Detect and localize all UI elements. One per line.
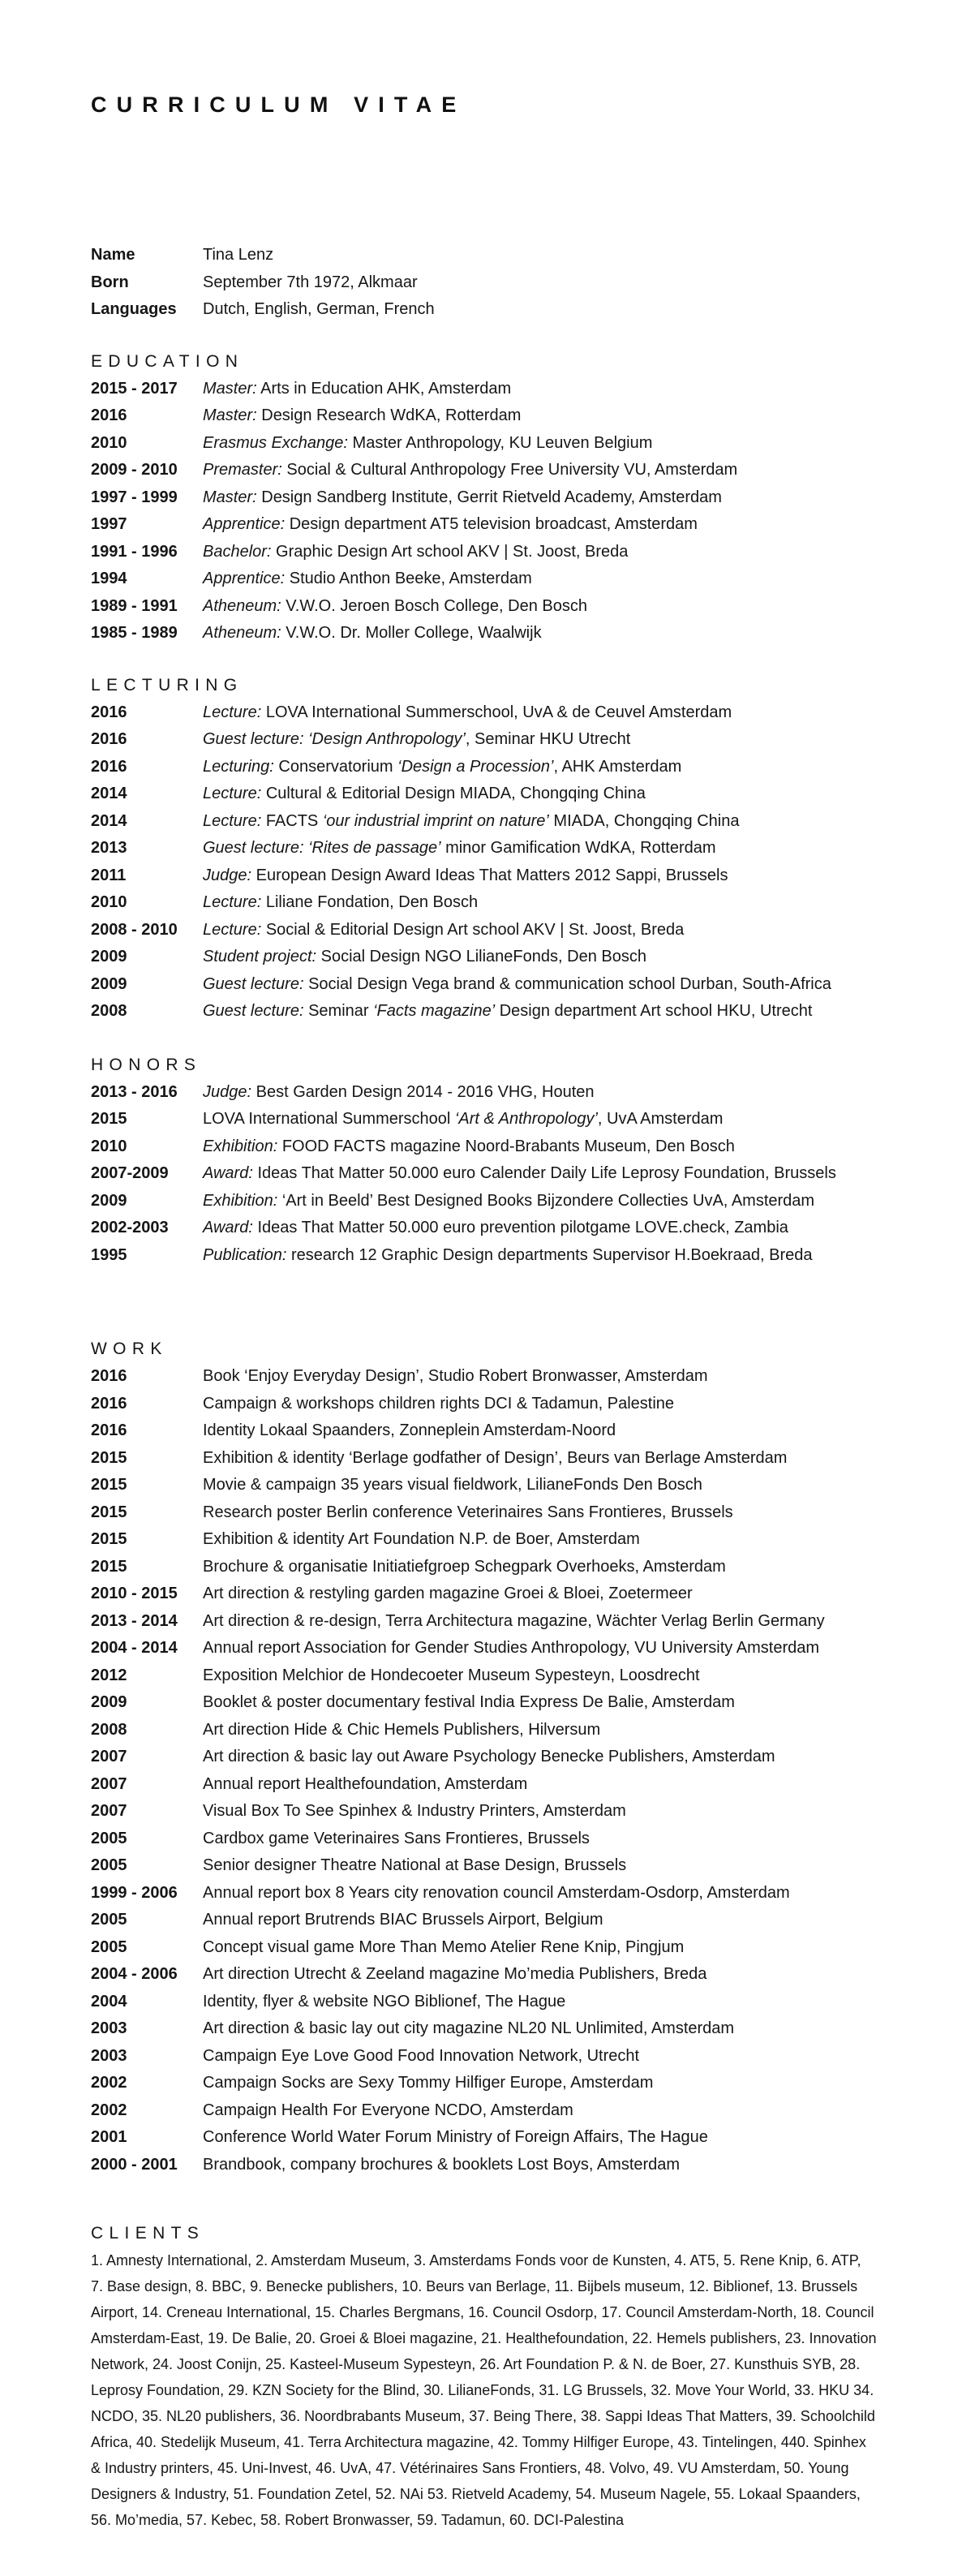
clients-line: & Industry printers, 45. Uni-Invest, 46. UvA, 47. Vétérinaires Sans Frontiers, 48. Volvo, 49. VU Amsterdam, 50. Young (91, 2460, 849, 2476)
profile-label: Born (91, 273, 129, 291)
entry-year: 2014 (91, 785, 127, 802)
entry-year: 2014 (91, 811, 127, 830)
work-entry (91, 2124, 917, 2152)
entry-description: Exhibition & identity ‘Berlage godfather of Design’, Beurs van Berlage Amsterdam (203, 1448, 788, 1467)
lecturing-heading: LECTURING (91, 675, 243, 695)
lecturing-entry (91, 726, 917, 754)
entry-description: Exhibition: ‘Art in Beeld’ Best Designed Books Bijzondere Collecties UvA, Amsterdam (203, 1191, 815, 1210)
work-entry (91, 1499, 917, 1527)
entry-year: 2013 - 2014 (91, 1611, 178, 1630)
entry-year: 2015 (91, 1448, 127, 1467)
entry-description: Guest lecture: Seminar ‘Facts magazine’ Design department Art school HKU, Utrecht (203, 1002, 813, 1020)
entry-year: 2008 - 2010 (91, 920, 178, 939)
honors-entry (91, 1188, 917, 1215)
entry-year: 2005 (91, 1856, 127, 1874)
entry-year: 2012 (91, 1666, 127, 1684)
education-entry (91, 457, 917, 484)
entry-description: Lecture: LOVA International Summerschool, UvA & de Ceuvel Amsterdam (203, 703, 732, 721)
entry-year: 2016 (91, 757, 127, 776)
entry-year: 2013 (91, 839, 127, 857)
work-entry (91, 1689, 917, 1717)
entry-description: Guest lecture: ‘Design Anthropology’, Seminar HKU Utrecht (203, 730, 631, 748)
entry-description: Annual report Brutrends BIAC Brussels Airport, Belgium (203, 1911, 603, 1929)
entry-description: Campaign Socks are Sexy Tommy Hilfiger Europe, Amsterdam (203, 2074, 654, 2092)
entry-description: Apprentice: Studio Anthon Beeke, Amsterdam (203, 570, 532, 587)
entry-description: Master: Arts in Education AHK, Amsterdam (203, 379, 512, 398)
work-entry (91, 1472, 917, 1499)
education-entry (91, 620, 917, 647)
education-entry (91, 539, 917, 566)
honors-entry (91, 1215, 917, 1242)
entry-year: 1991 - 1996 (91, 542, 178, 561)
work-entry (91, 1635, 917, 1662)
clients-line: NCDO, 35. NL20 publishers, 36. Noordbrabants Museum, 37. Being There, 38. Sappi Ideas That Matters, 39. Schoolchild (91, 2408, 875, 2424)
entry-description: Art direction Hide & Chic Hemels Publishers, Hilversum (203, 1720, 601, 1739)
entry-year: 2016 (91, 406, 127, 424)
section-clients (91, 2220, 917, 2533)
entry-year: 1994 (91, 570, 127, 587)
entry-year: 2009 (91, 974, 127, 993)
entry-description: Lecture: FACTS ‘our industrial imprint on nature’ MIADA, Chongqing China (203, 811, 740, 830)
work-entry (91, 1880, 917, 1907)
lecturing-entry (91, 944, 917, 971)
entry-description: Bachelor: Graphic Design Art school AKV | St. Joost, Breda (203, 542, 629, 561)
work-entry (91, 1717, 917, 1744)
entry-description: Campaign Health For Everyone NCDO, Amsterdam (203, 2101, 573, 2119)
entry-description: Lecture: Social & Editorial Design Art school AKV | St. Joost, Breda (203, 920, 685, 939)
work-entry (91, 1744, 917, 1771)
entry-description: Conference World Water Forum Ministry of Foreign Affairs, The Hague (203, 2128, 708, 2146)
entry-year: 2015 (91, 1476, 127, 1494)
entry-year: 2008 (91, 1002, 127, 1020)
profile-row (91, 269, 917, 297)
entry-description: Research poster Berlin conference Veterinaires Sans Frontieres, Brussels (203, 1503, 733, 1521)
work-entry (91, 2097, 917, 2125)
entry-description: Lecture: Cultural & Editorial Design MIADA, Chongqing China (203, 785, 646, 802)
entry-year: 1989 - 1991 (91, 596, 178, 615)
clients-line: 56. Mo’media, 57. Kebec, 58. Robert Bronwasser, 59. Tadamun, 60. DCI-Palestina (91, 2512, 625, 2528)
entry-description: Identity, flyer & website NGO Biblionef, The Hague (203, 1992, 566, 2010)
entry-description: Atheneum: V.W.O. Dr. Moller College, Waalwijk (203, 624, 542, 642)
lecturing-entry (91, 971, 917, 999)
entry-year: 2005 (91, 1829, 127, 1847)
entry-year: 2011 (91, 866, 127, 884)
work-entry (91, 1608, 917, 1636)
entry-year: 2015 (91, 1110, 127, 1128)
entry-description: Atheneum: V.W.O. Jeroen Bosch College, Den Bosch (203, 596, 587, 615)
entry-year: 2015 (91, 1557, 127, 1576)
work-entry (91, 1961, 917, 1989)
entry-description: Art direction Utrecht & Zeeland magazine Mo’media Publishers, Breda (203, 1965, 707, 1983)
entry-description: Lecturing: Conservatorium ‘Design a Procession’, AHK Amsterdam (203, 757, 682, 776)
entry-description: Lecture: Liliane Fondation, Den Bosch (203, 893, 479, 911)
entry-year: 2007 (91, 1802, 127, 1820)
entry-year: 2001 (91, 2128, 127, 2146)
entry-description: Book ‘Enjoy Everyday Design’, Studio Robert Bronwasser, Amsterdam (203, 1367, 708, 1385)
section-work (91, 1335, 917, 2178)
work-entry (91, 1989, 917, 2016)
entry-year: 2016 (91, 1421, 127, 1439)
lecturing-entry (91, 835, 917, 862)
entry-description: Guest lecture: Social Design Vega brand & communication school Durban, South-Africa (203, 974, 831, 993)
honors-entry (91, 1079, 917, 1107)
entry-year: 2004 - 2014 (91, 1639, 178, 1657)
page-title: CURRICULUM VITAE (91, 92, 466, 117)
entry-year: 2008 (91, 1720, 127, 1739)
lecturing-entry (91, 808, 917, 836)
entry-year: 2016 (91, 730, 127, 748)
entry-description: Judge: European Design Award Ideas That Matters 2012 Sappi, Brussels (203, 866, 728, 884)
section-lecturing (91, 672, 917, 1026)
work-entry (91, 2070, 917, 2097)
clients-line: Airport, 14. Creneau International, 15. Charles Bergmans, 16. Council Osdorp, 17. Council Amsterdam-North, 18. Council (91, 2304, 874, 2320)
lecturing-entry (91, 754, 917, 781)
work-entry (91, 2043, 917, 2071)
entry-year: 2004 - 2006 (91, 1965, 178, 1983)
entry-description: LOVA International Summerschool ‘Art & Anthropology’, UvA Amsterdam (203, 1110, 724, 1128)
profile-value: Tina Lenz (203, 246, 274, 264)
entry-description: Senior designer Theatre National at Base Design, Brussels (203, 1856, 627, 1874)
education-entry (91, 566, 917, 593)
work-entry (91, 1554, 917, 1581)
entry-year: 2015 - 2017 (91, 379, 178, 398)
profile-value: September 7th 1972, Alkmaar (203, 273, 418, 291)
work-entry (91, 1580, 917, 1608)
work-entry (91, 2152, 917, 2179)
entry-description: Annual report box 8 Years city renovation council Amsterdam-Osdorp, Amsterdam (203, 1883, 790, 1902)
entry-description: Erasmus Exchange: Master Anthropology, KU Leuven Belgium (203, 433, 653, 452)
honors-entries (91, 1079, 917, 1270)
entry-year: 2016 (91, 1367, 127, 1385)
education-entry (91, 402, 917, 430)
entry-description: Exposition Melchior de Hondecoeter Museum Sypesteyn, Loosdrecht (203, 1666, 700, 1684)
entry-year: 2015 (91, 1530, 127, 1548)
lecturing-entry (91, 889, 917, 917)
lecturing-entry (91, 862, 917, 890)
clients-line: Designers & Industry, 51. Foundation Zetel, 52. NAi 53. Rietveld Academy, 54. Museum Nagele, 55. Lokaal Spaanders, (91, 2486, 861, 2502)
clients-heading: CLIENTS (91, 2224, 205, 2243)
entry-description: Campaign Eye Love Good Food Innovation Network, Utrecht (203, 2046, 640, 2065)
entry-description: Master: Design Sandberg Institute, Gerrit Rietveld Academy, Amsterdam (203, 488, 722, 506)
entry-year: 2000 - 2001 (91, 2155, 178, 2174)
entry-description: Exhibition: FOOD FACTS magazine Noord-Brabants Museum, Den Bosch (203, 1137, 735, 1155)
profile-label: Languages (91, 300, 177, 318)
profile-row (91, 242, 917, 269)
profile-value: Dutch, English, German, French (203, 300, 435, 318)
entry-year: 2015 (91, 1503, 127, 1521)
entry-year: 2002 (91, 2101, 127, 2119)
honors-heading: HONORS (91, 1055, 202, 1074)
education-entry (91, 376, 917, 403)
clients-line: Network, 24. Joost Conijn, 25. Kasteel-Museum Sypesteyn, 26. Art Foundation P. & N. de Boer, 27. Kunsthuis SYB, 28. (91, 2356, 861, 2372)
entry-description: Movie & campaign 35 years visual fieldwork, LilianeFonds Den Bosch (203, 1476, 702, 1494)
entry-description: Art direction & restyling garden magazine Groei & Bloei, Zoetermeer (203, 1585, 693, 1602)
entry-year: 2003 (91, 2019, 127, 2037)
entry-year: 2016 (91, 1394, 127, 1413)
entry-year: 2002-2003 (91, 1219, 169, 1236)
lecturing-entry (91, 781, 917, 808)
entry-description: Award: Ideas That Matter 50.000 euro Calender Daily Life Leprosy Foundation, Brussels (203, 1164, 836, 1182)
honors-entry (91, 1133, 917, 1161)
work-entry (91, 1907, 917, 1934)
work-entry (91, 1771, 917, 1799)
entry-description: Visual Box To See Spinhex & Industry Printers, Amsterdam (203, 1802, 626, 1820)
entry-year: 2002 (91, 2074, 127, 2092)
entry-description: Annual report Healthefoundation, Amsterdam (203, 1774, 528, 1793)
clients-list (91, 2247, 917, 2533)
section-education (91, 348, 917, 647)
education-entry (91, 511, 917, 539)
work-entry (91, 1852, 917, 1880)
entry-year: 2003 (91, 2046, 127, 2065)
clients-line: Leprosy Foundation, 29. KZN Society for the Blind, 30. LilianeFonds, 31. LG Brussels, 32. Move Your World, 33. HKU 34. (91, 2382, 874, 2398)
entry-description: Concept visual game More Than Memo Atelier Rene Knip, Pingjum (203, 1937, 685, 1956)
entry-description: Exhibition & identity Art Foundation N.P. de Boer, Amsterdam (203, 1530, 640, 1548)
education-entry (91, 593, 917, 621)
entry-description: Master: Design Research WdKA, Rotterdam (203, 406, 522, 424)
entry-description: Booklet & poster documentary festival India Express De Balie, Amsterdam (203, 1693, 735, 1711)
entry-description: Guest lecture: ‘Rites de passage’ minor Gamification WdKA, Rotterdam (203, 839, 716, 857)
work-entry (91, 1445, 917, 1473)
work-entry (91, 1798, 917, 1826)
entry-year: 1995 (91, 1245, 127, 1264)
entry-year: 2009 (91, 948, 127, 965)
profile-row (91, 296, 917, 324)
entry-description: Identity Lokaal Spaanders, Zonneplein Amsterdam-Noord (203, 1421, 616, 1439)
lecturing-entry (91, 917, 917, 944)
entry-year: 2007 (91, 1748, 127, 1765)
entry-year: 2009 (91, 1693, 127, 1711)
lecturing-entry (91, 699, 917, 727)
work-entry (91, 1391, 917, 1418)
honors-entry (91, 1106, 917, 1133)
entry-year: 2009 (91, 1191, 127, 1210)
entry-description: Campaign & workshops children rights DCI & Tadamun, Palestine (203, 1394, 675, 1413)
entry-year: 2010 (91, 433, 127, 452)
entry-year: 2007-2009 (91, 1164, 169, 1182)
clients-line: Amsterdam-East, 19. De Balie, 20. Groei & Bloei magazine, 21. Healthefoundation, 22. Hemels publishers, 23. Innovation (91, 2330, 877, 2346)
education-entry (91, 484, 917, 512)
entry-description: Award: Ideas That Matter 50.000 euro prevention pilotgame LOVE.check, Zambia (203, 1219, 788, 1236)
profile-label: Name (91, 246, 135, 264)
clients-line: Africa, 40. Stedelijk Museum, 41. Terra Architectura magazine, 42. Tommy Hilfiger Europe, 43. Tintelingen, 440. Spinhex (91, 2434, 866, 2450)
entry-year: 1985 - 1989 (91, 624, 178, 642)
work-entries (91, 1363, 917, 2178)
clients-line: 7. Base design, 8. BBC, 9. Benecke publishers, 10. Beurs van Berlage, 11. Bijbels museum, 12. Biblionef, 13. Brussels (91, 2278, 858, 2294)
entry-year: 2016 (91, 703, 127, 721)
education-entries (91, 376, 917, 647)
entry-description: Brandbook, company brochures & booklets Lost Boys, Amsterdam (203, 2155, 681, 2174)
clients-line: 1. Amnesty International, 2. Amsterdam Museum, 3. Amsterdams Fonds voor de Kunsten, 4. AT5, 5. Rene Knip, 6. ATP, (91, 2252, 861, 2269)
entry-year: 2013 - 2016 (91, 1082, 178, 1101)
entry-description: Art direction & re-design, Terra Architectura magazine, Wächter Verlag Berlin Germany (203, 1611, 825, 1630)
work-entry (91, 1526, 917, 1554)
entry-description: Premaster: Social & Cultural Anthropology Free University VU, Amsterdam (203, 461, 738, 479)
entry-year: 2010 (91, 1137, 127, 1155)
work-entry (91, 1662, 917, 1690)
entry-year: 2004 (91, 1992, 127, 2010)
entry-description: Judge: Best Garden Design 2014 - 2016 VHG, Houten (203, 1082, 595, 1101)
entry-year: 2005 (91, 1937, 127, 1956)
entry-description: Art direction & basic lay out city magazine NL20 NL Unlimited, Amsterdam (203, 2019, 735, 2037)
lecturing-entries (91, 699, 917, 1026)
lecturing-entry (91, 998, 917, 1026)
entry-description: Apprentice: Design department AT5 television broadcast, Amsterdam (203, 515, 698, 533)
work-entry (91, 1363, 917, 1391)
entry-year: 2010 - 2015 (91, 1585, 178, 1602)
entry-year: 2010 (91, 893, 127, 911)
entry-description: Publication: research 12 Graphic Design departments Supervisor H.Boekraad, Breda (203, 1245, 813, 1264)
entry-description: Cardbox game Veterinaires Sans Frontieres, Brussels (203, 1829, 590, 1847)
entry-description: Student project: Social Design NGO LilianeFonds, Den Bosch (203, 948, 646, 965)
work-entry (91, 1934, 917, 1962)
work-entry (91, 2015, 917, 2043)
profile-block (91, 242, 917, 324)
work-heading: WORK (91, 1340, 168, 1358)
work-entry (91, 1417, 917, 1445)
entry-description: Art direction & basic lay out Aware Psychology Benecke Publishers, Amsterdam (203, 1748, 775, 1765)
entry-description: Brochure & organisatie Initiatiefgroep Schegpark Overhoeks, Amsterdam (203, 1557, 726, 1576)
honors-entry (91, 1242, 917, 1270)
honors-entry (91, 1160, 917, 1188)
entry-year: 2009 - 2010 (91, 461, 178, 479)
entry-year: 2007 (91, 1774, 127, 1793)
education-heading: EDUCATION (91, 351, 244, 371)
entry-year: 1999 - 2006 (91, 1883, 178, 1902)
entry-year: 1997 (91, 515, 127, 533)
entry-description: Annual report Association for Gender Studies Anthropology, VU University Amsterdam (203, 1639, 820, 1657)
section-honors (91, 1051, 917, 1270)
entry-year: 1997 - 1999 (91, 488, 178, 506)
entry-year: 2005 (91, 1911, 127, 1929)
education-entry (91, 430, 917, 458)
work-entry (91, 1826, 917, 1853)
